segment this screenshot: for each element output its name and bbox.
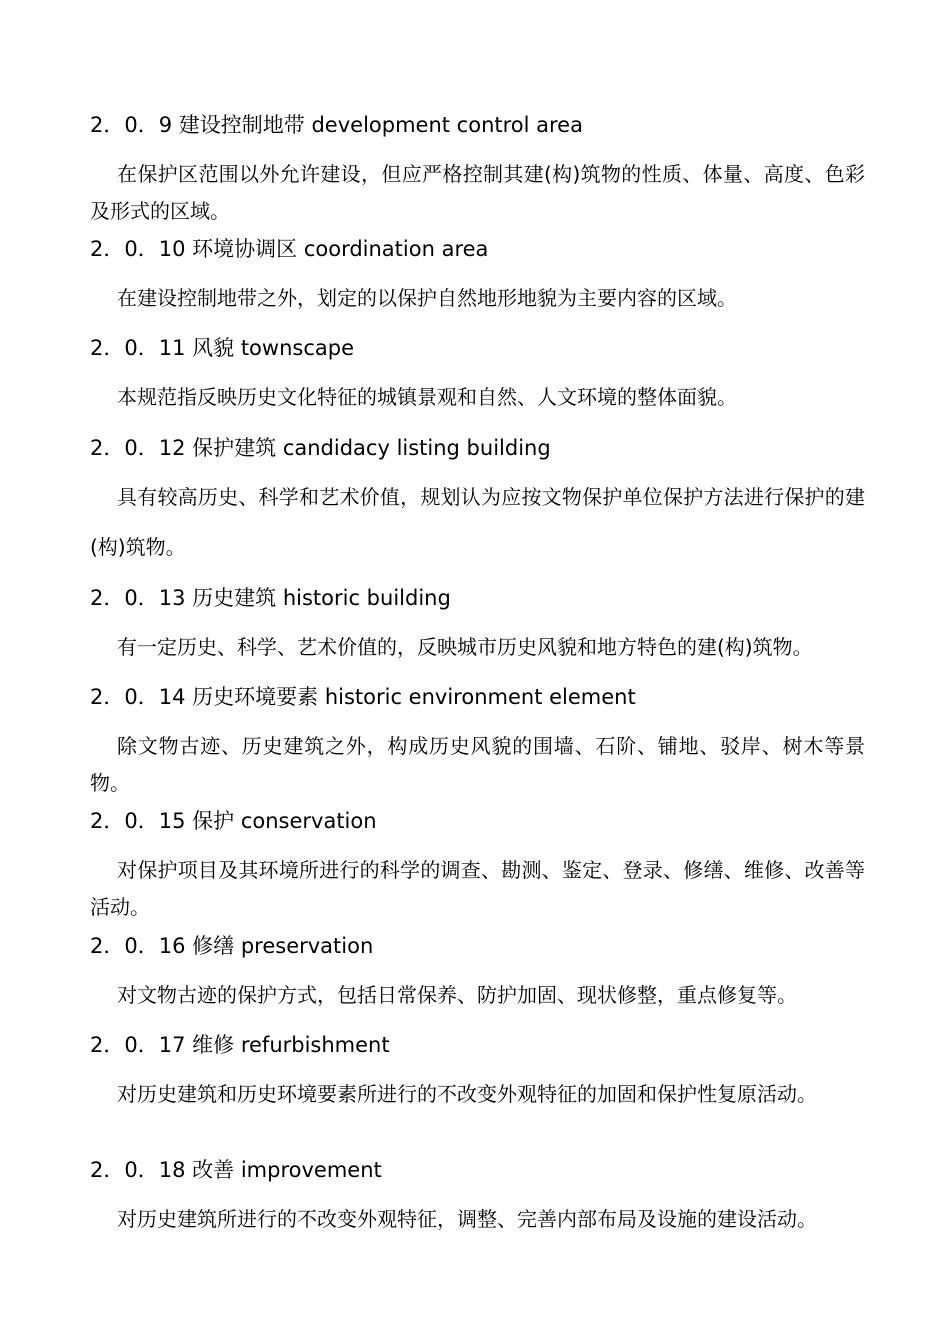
term-english: historic environment element [324, 685, 636, 709]
entry-definition: 对保护项目及其环境所进行的科学的调查、勘测、鉴定、登录、修缮、维修、改善等活动。 [90, 858, 865, 919]
entry-number: 2．0．15 [90, 809, 186, 833]
entry-number: 2．0．12 [90, 436, 186, 460]
entry-heading [90, 807, 377, 835]
entry-definition: 对文物古迹的保护方式，包括日常保养、防护加固、现状修整，重点修复等。 [117, 983, 797, 1007]
entry-definition: 有一定历史、科学、艺术价值的，反映城市历史风貌和地方特色的建(构)筑物。 [117, 635, 813, 659]
entry-heading [90, 683, 636, 711]
term-english: conservation [240, 809, 377, 833]
term-english: historic building [282, 586, 451, 610]
entry-number: 2．0．10 [90, 237, 186, 261]
entry-heading [90, 1156, 382, 1184]
entry-heading [90, 111, 583, 139]
term-english: improvement [240, 1158, 382, 1182]
entry-heading [90, 1031, 390, 1059]
term-chinese: 保护 [192, 809, 235, 833]
term-chinese: 环境协调区 [192, 237, 298, 261]
entry-number: 2．0．16 [90, 934, 186, 958]
term-chinese: 改善 [192, 1158, 235, 1182]
entry-number: 2．0．9 [90, 113, 173, 137]
entry-definition: 本规范指反映历史文化特征的城镇景观和自然、人文环境的整体面貌。 [117, 385, 737, 409]
entry-definition: 对历史建筑和历史环境要素所进行的不改变外观特征的加固和保护性复原活动。 [117, 1082, 817, 1106]
entry-heading [90, 932, 373, 960]
term-english: preservation [240, 934, 374, 958]
term-chinese: 修缮 [192, 934, 235, 958]
term-english: candidacy listing building [282, 436, 551, 460]
term-english: development control area [311, 113, 583, 137]
entry-definition: 对历史建筑所进行的不改变外观特征，调整、完善内部布局及设施的建设活动。 [117, 1207, 817, 1231]
entry-number: 2．0．14 [90, 685, 186, 709]
term-chinese: 风貌 [192, 336, 235, 360]
entry-number: 2．0．17 [90, 1033, 186, 1057]
entry-heading [90, 334, 354, 362]
term-english: townscape [240, 336, 355, 360]
term-chinese: 历史环境要素 [192, 685, 319, 709]
term-chinese: 历史建筑 [192, 586, 277, 610]
entry-heading [90, 584, 451, 612]
entry-definition: 具有较高历史、科学和艺术价值，规划认为应按文物保护单位保护方法进行保护的建(构)筑物。 [90, 485, 865, 559]
entry-number: 2．0．18 [90, 1158, 186, 1182]
term-chinese: 保护建筑 [192, 436, 277, 460]
entry-number: 2．0．11 [90, 336, 186, 360]
entry-heading [90, 434, 551, 462]
term-english: refurbishment [240, 1033, 390, 1057]
term-chinese: 维修 [192, 1033, 235, 1057]
entry-number: 2．0．13 [90, 586, 186, 610]
entry-definition: 除文物古迹、历史建筑之外，构成历史风貌的围墙、石阶、铺地、驳岸、树木等景物。 [90, 734, 865, 795]
entry-definition: 在保护区范围以外允许建设，但应严格控制其建(构)筑物的性质、体量、高度、色彩及形式的区域。 [90, 162, 865, 223]
entry-heading [90, 235, 488, 263]
term-chinese: 建设控制地带 [178, 113, 305, 137]
entry-definition: 在建设控制地带之外，划定的以保护自然地形地貌为主要内容的区域。 [117, 286, 737, 310]
term-english: coordination area [303, 237, 489, 261]
